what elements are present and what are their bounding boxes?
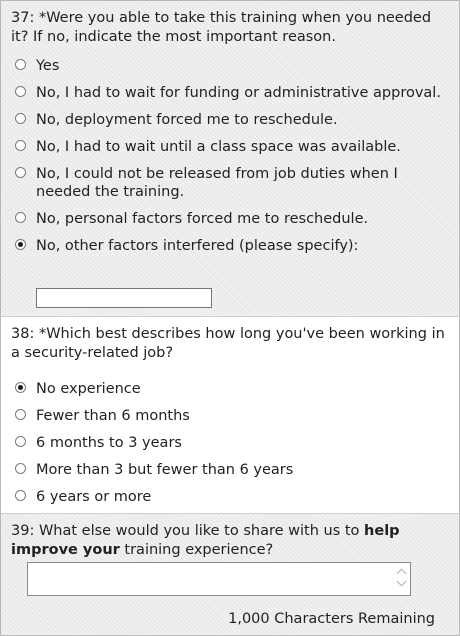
radio-button-icon[interactable] — [15, 140, 26, 151]
question-39-suffix: training experience? — [119, 542, 274, 558]
q38-option-6-months-3-years[interactable] — [11, 434, 449, 452]
radio-button-icon[interactable] — [15, 490, 26, 501]
question-39 — [1, 514, 459, 635]
option-label: Yes — [36, 58, 60, 74]
option-label: No, I had to wait until a class space was available. — [36, 139, 401, 155]
characters-remaining: 1,000 Characters Remaining — [228, 611, 435, 627]
option-label: No, deployment forced me to reschedule. — [36, 112, 338, 128]
question-39-prefix: 39: What else would you like to share with us to — [11, 523, 365, 539]
q37-option-funding[interactable] — [11, 84, 449, 102]
option-label: 6 months to 3 years — [36, 435, 182, 451]
question-39-emphasis: help improve your — [11, 523, 400, 558]
scroll-down-arrow-icon[interactable] — [397, 577, 407, 587]
radio-button-icon[interactable] — [15, 113, 26, 124]
q37-option-job-duties[interactable] — [11, 165, 449, 201]
q38-option-no-experience[interactable] — [11, 380, 449, 398]
q38-option-3-6-years[interactable] — [11, 461, 449, 479]
q38-option-6-years-plus[interactable] — [11, 488, 449, 506]
specify-input[interactable] — [36, 288, 212, 308]
option-label: No experience — [36, 381, 141, 397]
radio-button-icon[interactable] — [15, 212, 26, 223]
radio-button-icon[interactable] — [15, 86, 26, 97]
radio-button-checked-icon[interactable] — [15, 239, 26, 250]
q38-option-fewer-6-months[interactable] — [11, 407, 449, 425]
q37-option-personal[interactable] — [11, 210, 449, 228]
question-37-text: 37: *Were you able to take this training when you needed it? If no, indicate the most important reason. — [11, 10, 432, 45]
q37-option-other[interactable] — [11, 237, 449, 255]
radio-button-checked-icon[interactable] — [15, 382, 26, 393]
question-37 — [1, 1, 459, 317]
question-38-text: 38: *Which best describes how long you've been working in a security-related job? — [11, 326, 445, 361]
q37-option-yes[interactable] — [11, 57, 449, 75]
q37-option-class-space[interactable] — [11, 138, 449, 156]
option-label: No, I could not be released from job duties when I needed the training. — [36, 166, 398, 200]
radio-button-icon[interactable] — [15, 59, 26, 70]
option-label: More than 3 but fewer than 6 years — [36, 462, 294, 478]
option-label: Fewer than 6 months — [36, 408, 190, 424]
option-label: No, other factors interfered (please specify): — [36, 238, 359, 254]
radio-button-icon[interactable] — [15, 436, 26, 447]
option-label: No, personal factors forced me to reschedule. — [36, 211, 369, 227]
radio-button-icon[interactable] — [15, 409, 26, 420]
option-label: 6 years or more — [36, 489, 152, 505]
question-39-text — [11, 522, 449, 560]
question-38 — [1, 317, 459, 514]
option-label: No, I had to wait for funding or administrative approval. — [36, 85, 441, 101]
comment-textarea[interactable] — [27, 562, 411, 596]
radio-button-icon[interactable] — [15, 167, 26, 178]
radio-button-icon[interactable] — [15, 463, 26, 474]
q37-option-deployment[interactable] — [11, 111, 449, 129]
textarea-scrollbar[interactable] — [395, 564, 409, 594]
